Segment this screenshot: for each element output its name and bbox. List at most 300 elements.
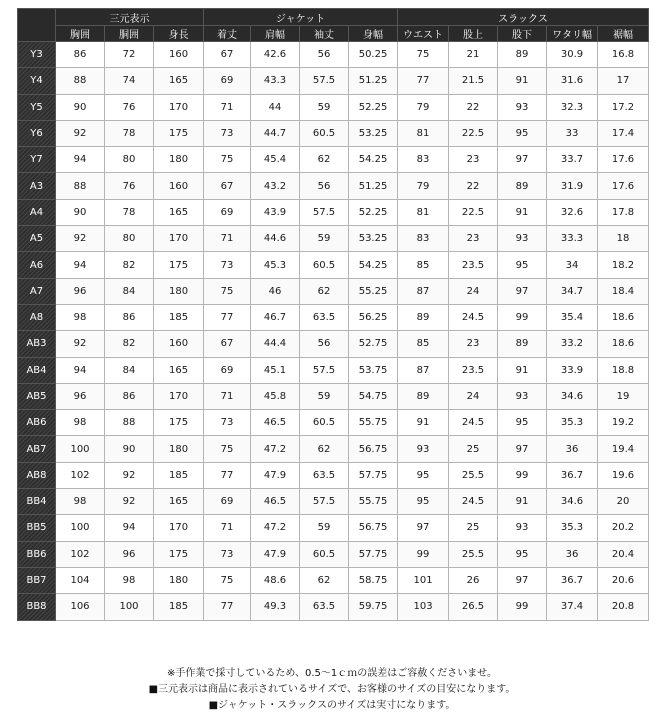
table-cell: 17.6 [598,147,649,173]
table-cell: 82 [105,252,154,278]
size-label: Y5 [18,94,56,120]
table-cell: 175 [154,541,204,567]
table-cell: 55.75 [349,410,398,436]
table-cell: 46 [251,278,300,304]
note-actual-size: ■ジャケット・スラックスのサイズは実寸になります。 [208,700,456,711]
table-cell: 180 [154,278,204,304]
column-header-row [18,26,649,42]
table-cell: 18 [598,226,649,252]
table-cell: 89 [398,383,449,409]
table-cell: 73 [204,120,251,146]
table-row [18,42,649,68]
table-cell: 19 [598,383,649,409]
table-cell: 33 [547,120,598,146]
table-cell: 165 [154,357,204,383]
table-cell: 80 [105,226,154,252]
table-cell: 92 [56,120,105,146]
column-header: ウエスト [398,26,449,42]
table-cell: 95 [498,120,547,146]
table-cell: 32.3 [547,94,598,120]
table-cell: 17 [598,68,649,94]
table-row [18,304,649,330]
table-cell: 25 [449,515,498,541]
table-cell: 89 [398,304,449,330]
table-cell: 92 [105,489,154,515]
table-cell: 33.7 [547,147,598,173]
table-cell: 54.75 [349,383,398,409]
table-cell: 80 [105,147,154,173]
table-cell: 52.75 [349,331,398,357]
table-cell: 71 [204,515,251,541]
size-label: Y3 [18,42,56,68]
table-cell: 34 [547,252,598,278]
table-cell: 88 [105,410,154,436]
size-label: BB7 [18,567,56,593]
table-cell: 60.5 [300,541,349,567]
table-cell: 90 [56,199,105,225]
table-cell: 57.5 [300,199,349,225]
size-label: BB5 [18,515,56,541]
table-cell: 69 [204,489,251,515]
table-row [18,541,649,567]
table-cell: 104 [56,567,105,593]
table-row [18,331,649,357]
table-cell: 20.2 [598,515,649,541]
table-cell: 21 [449,42,498,68]
table-cell: 185 [154,462,204,488]
table-cell: 175 [154,410,204,436]
table-cell: 91 [498,357,547,383]
table-cell: 92 [105,462,154,488]
table-cell: 31.6 [547,68,598,94]
table-cell: 53.25 [349,120,398,146]
table-row [18,94,649,120]
table-cell: 50.25 [349,42,398,68]
table-cell: 170 [154,226,204,252]
table-cell: 98 [56,304,105,330]
table-cell: 75 [398,42,449,68]
column-header: ワタリ幅 [547,26,598,42]
table-cell: 58.75 [349,567,398,593]
table-cell: 90 [56,94,105,120]
table-cell: 72 [105,42,154,68]
size-label: A6 [18,252,56,278]
table-cell: 92 [56,226,105,252]
table-cell: 53.25 [349,226,398,252]
table-cell: 67 [204,331,251,357]
table-cell: 23.5 [449,357,498,383]
table-cell: 84 [105,357,154,383]
table-cell: 46.5 [251,410,300,436]
table-cell: 17.2 [598,94,649,120]
table-cell: 17.4 [598,120,649,146]
table-cell: 26 [449,567,498,593]
table-cell: 69 [204,68,251,94]
size-label: A5 [18,226,56,252]
table-cell: 180 [154,147,204,173]
table-cell: 35.3 [547,410,598,436]
table-cell: 55.25 [349,278,398,304]
corner-cell [18,9,56,42]
table-cell: 23 [449,226,498,252]
table-cell: 62 [300,147,349,173]
table-row [18,436,649,462]
table-row [18,567,649,593]
table-cell: 19.2 [598,410,649,436]
table-cell: 96 [105,541,154,567]
table-cell: 34.7 [547,278,598,304]
table-cell: 170 [154,94,204,120]
table-cell: 59 [300,94,349,120]
table-cell: 103 [398,594,449,620]
table-cell: 56.25 [349,304,398,330]
table-cell: 87 [398,357,449,383]
table-cell: 95 [398,462,449,488]
table-cell: 63.5 [300,462,349,488]
table-row [18,278,649,304]
table-cell: 20 [598,489,649,515]
table-cell: 93 [398,436,449,462]
table-row [18,120,649,146]
table-cell: 36.7 [547,462,598,488]
table-cell: 95 [498,541,547,567]
table-cell: 35.4 [547,304,598,330]
table-cell: 24 [449,383,498,409]
table-row [18,515,649,541]
size-label: A3 [18,173,56,199]
table-cell: 99 [398,541,449,567]
size-label: Y6 [18,120,56,146]
table-cell: 98 [56,410,105,436]
table-cell: 25 [449,436,498,462]
table-cell: 165 [154,199,204,225]
table-cell: 34.6 [547,489,598,515]
table-row [18,252,649,278]
table-cell: 92 [56,331,105,357]
table-cell: 60.5 [300,252,349,278]
group-jacket-label: ジャケット [204,9,398,26]
table-cell: 19.6 [598,462,649,488]
table-cell: 85 [398,331,449,357]
size-chart [17,8,648,621]
table-cell: 48.6 [251,567,300,593]
table-cell: 165 [154,489,204,515]
table-cell: 94 [56,147,105,173]
table-cell: 47.9 [251,462,300,488]
table-cell: 97 [398,515,449,541]
column-header: 身長 [154,26,204,42]
table-cell: 91 [498,199,547,225]
column-header: 胴囲 [105,26,154,42]
table-cell: 47.9 [251,541,300,567]
table-cell: 45.8 [251,383,300,409]
table-cell: 75 [204,278,251,304]
column-header: 股上 [449,26,498,42]
table-cell: 95 [398,489,449,515]
table-cell: 22.5 [449,120,498,146]
table-cell: 56 [300,173,349,199]
table-cell: 67 [204,173,251,199]
table-cell: 17.6 [598,173,649,199]
size-label: A8 [18,304,56,330]
table-cell: 35.3 [547,515,598,541]
table-cell: 32.6 [547,199,598,225]
table-cell: 71 [204,226,251,252]
table-cell: 18.6 [598,304,649,330]
table-cell: 90 [105,436,154,462]
table-cell: 63.5 [300,304,349,330]
table-cell: 33.9 [547,357,598,383]
table-row [18,410,649,436]
table-cell: 94 [105,515,154,541]
table-row [18,357,649,383]
table-cell: 43.2 [251,173,300,199]
table-cell: 97 [498,278,547,304]
table-cell: 18.8 [598,357,649,383]
table-cell: 33.2 [547,331,598,357]
table-cell: 86 [105,383,154,409]
table-cell: 99 [498,304,547,330]
table-cell: 73 [204,541,251,567]
table-cell: 180 [154,436,204,462]
table-cell: 56 [300,42,349,68]
table-cell: 170 [154,515,204,541]
size-label: AB3 [18,331,56,357]
table-cell: 45.1 [251,357,300,383]
size-label: A4 [18,199,56,225]
table-cell: 23.5 [449,252,498,278]
table-cell: 160 [154,173,204,199]
column-header: 裾幅 [598,26,649,42]
table-cell: 18.6 [598,331,649,357]
table-cell: 54.25 [349,147,398,173]
table-cell: 24.5 [449,410,498,436]
table-cell: 59 [300,226,349,252]
table-cell: 81 [398,199,449,225]
table-cell: 45.4 [251,147,300,173]
table-cell: 93 [498,515,547,541]
table-cell: 22.5 [449,199,498,225]
table-cell: 94 [56,357,105,383]
table-cell: 54.25 [349,252,398,278]
table-cell: 26.5 [449,594,498,620]
table-row [18,199,649,225]
table-cell: 71 [204,94,251,120]
table-cell: 76 [105,94,154,120]
table-cell: 57.5 [300,489,349,515]
size-label: BB4 [18,489,56,515]
table-cell: 175 [154,252,204,278]
table-cell: 62 [300,436,349,462]
table-cell: 23 [449,147,498,173]
size-label: AB8 [18,462,56,488]
table-cell: 56.75 [349,436,398,462]
table-cell: 74 [105,68,154,94]
table-row [18,489,649,515]
group-header-row [18,9,649,26]
table-row [18,173,649,199]
table-cell: 51.25 [349,68,398,94]
table-cell: 60.5 [300,120,349,146]
table-cell: 62 [300,278,349,304]
table-cell: 22 [449,173,498,199]
table-cell: 22 [449,94,498,120]
table-cell: 84 [105,278,154,304]
table-cell: 88 [56,68,105,94]
table-cell: 24.5 [449,304,498,330]
table-cell: 95 [498,252,547,278]
table-cell: 76 [105,173,154,199]
table-cell: 98 [56,489,105,515]
table-row [18,462,649,488]
table-cell: 21.5 [449,68,498,94]
size-label: BB6 [18,541,56,567]
table-cell: 91 [398,410,449,436]
table-cell: 59 [300,515,349,541]
table-cell: 67 [204,42,251,68]
table-cell: 87 [398,278,449,304]
table-cell: 57.75 [349,541,398,567]
table-cell: 52.25 [349,94,398,120]
table-cell: 100 [56,436,105,462]
table-cell: 36.7 [547,567,598,593]
column-header: 肩幅 [251,26,300,42]
table-cell: 100 [56,515,105,541]
table-cell: 91 [498,68,547,94]
table-cell: 102 [56,541,105,567]
table-cell: 44.4 [251,331,300,357]
table-cell: 86 [56,42,105,68]
table-cell: 25.5 [449,462,498,488]
table-cell: 19.4 [598,436,649,462]
table-cell: 160 [154,331,204,357]
table-cell: 75 [204,436,251,462]
table-cell: 20.6 [598,567,649,593]
size-table-body [18,42,649,621]
size-label: AB5 [18,383,56,409]
table-cell: 44.6 [251,226,300,252]
table-cell: 93 [498,226,547,252]
table-cell: 46.5 [251,489,300,515]
table-cell: 53.75 [349,357,398,383]
table-cell: 89 [498,173,547,199]
table-cell: 57.5 [300,357,349,383]
size-label: AB4 [18,357,56,383]
table-cell: 18.4 [598,278,649,304]
table-cell: 99 [498,594,547,620]
table-cell: 185 [154,594,204,620]
table-cell: 24.5 [449,489,498,515]
table-cell: 63.5 [300,594,349,620]
table-cell: 77 [398,68,449,94]
table-cell: 43.9 [251,199,300,225]
table-cell: 57.5 [300,68,349,94]
table-cell: 99 [498,462,547,488]
table-cell: 71 [204,383,251,409]
table-cell: 91 [498,489,547,515]
table-cell: 24 [449,278,498,304]
table-row [18,383,649,409]
table-cell: 94 [56,252,105,278]
table-cell: 88 [56,173,105,199]
table-cell: 89 [498,42,547,68]
table-cell: 86 [105,304,154,330]
table-cell: 106 [56,594,105,620]
table-cell: 17.8 [598,199,649,225]
table-cell: 34.6 [547,383,598,409]
footnotes [0,666,664,714]
table-cell: 101 [398,567,449,593]
group-sanken-label: 三元表示 [56,9,204,26]
table-cell: 83 [398,226,449,252]
table-cell: 51.25 [349,173,398,199]
table-cell: 16.8 [598,42,649,68]
table-cell: 49.3 [251,594,300,620]
table-cell: 160 [154,42,204,68]
note-sanken-size: ■三元表示は商品に表示されているサイズで、お客様のサイズの目安になります。 [148,684,516,695]
table-cell: 165 [154,68,204,94]
table-cell: 77 [204,304,251,330]
table-cell: 100 [105,594,154,620]
table-cell: 83 [398,147,449,173]
table-cell: 60.5 [300,410,349,436]
size-label: Y4 [18,68,56,94]
table-cell: 102 [56,462,105,488]
size-label: AB6 [18,410,56,436]
table-cell: 95 [498,410,547,436]
table-cell: 30.9 [547,42,598,68]
size-label: A7 [18,278,56,304]
table-cell: 89 [498,331,547,357]
table-cell: 36 [547,436,598,462]
table-cell: 73 [204,252,251,278]
table-cell: 75 [204,567,251,593]
table-cell: 57.75 [349,462,398,488]
table-cell: 97 [498,436,547,462]
table-cell: 33.3 [547,226,598,252]
table-row [18,68,649,94]
table-cell: 96 [56,383,105,409]
table-row [18,226,649,252]
table-cell: 52.25 [349,199,398,225]
table-cell: 47.2 [251,436,300,462]
table-cell: 23 [449,331,498,357]
table-cell: 56 [300,331,349,357]
table-cell: 69 [204,357,251,383]
table-cell: 78 [105,199,154,225]
table-cell: 59 [300,383,349,409]
table-cell: 79 [398,94,449,120]
table-cell: 45.3 [251,252,300,278]
table-cell: 18.2 [598,252,649,278]
table-cell: 93 [498,383,547,409]
table-cell: 46.7 [251,304,300,330]
column-header: 股下 [498,26,547,42]
size-table [17,8,649,621]
table-cell: 77 [204,594,251,620]
table-cell: 44.7 [251,120,300,146]
table-row [18,594,649,620]
column-header: 身幅 [349,26,398,42]
table-cell: 85 [398,252,449,278]
table-cell: 20.8 [598,594,649,620]
table-cell: 43.3 [251,68,300,94]
table-cell: 56.75 [349,515,398,541]
table-cell: 175 [154,120,204,146]
table-cell: 37.4 [547,594,598,620]
table-cell: 180 [154,567,204,593]
column-header: 着丈 [204,26,251,42]
